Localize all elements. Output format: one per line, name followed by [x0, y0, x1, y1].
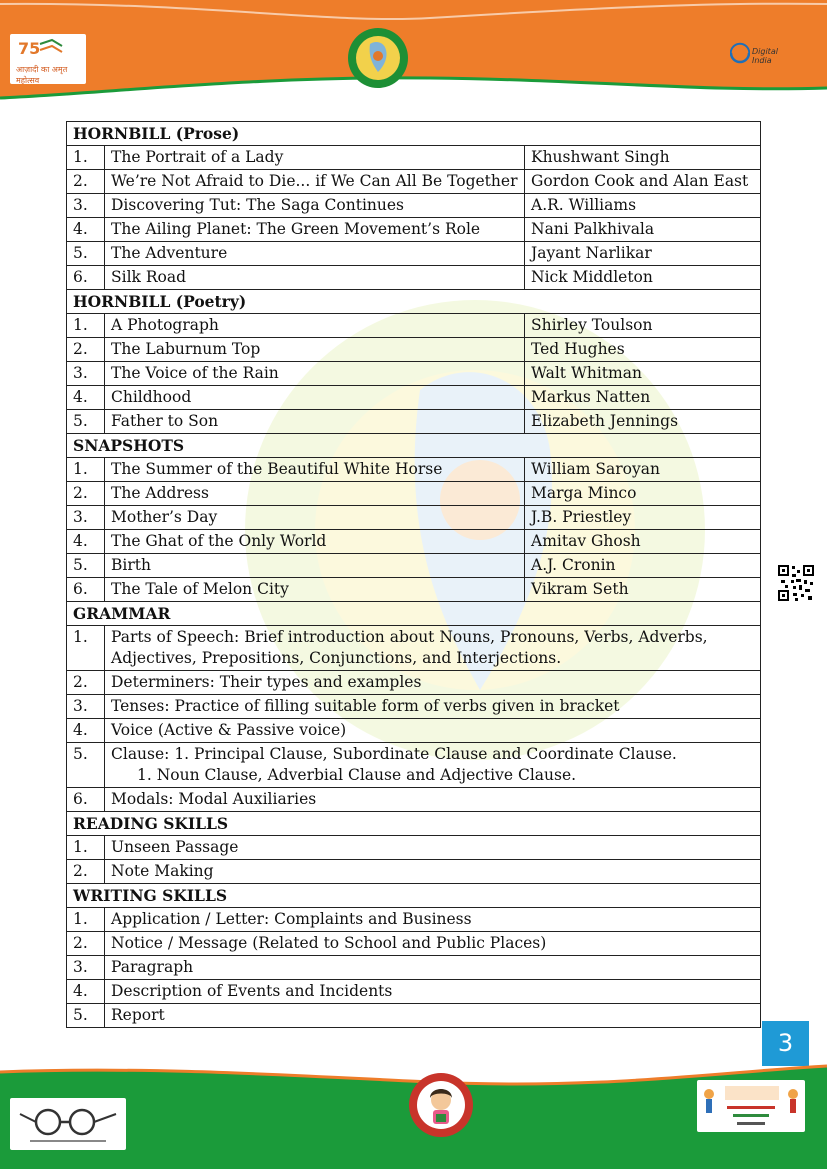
section-heading: HORNBILL (Prose) [67, 122, 761, 146]
author-name: A.R. Williams [525, 194, 761, 218]
row-number: 2. [67, 860, 105, 884]
row-number: 5. [67, 242, 105, 266]
table-row [67, 908, 761, 932]
row-number: 4. [67, 386, 105, 410]
table-row [67, 980, 761, 1004]
section-heading: GRAMMAR [67, 602, 761, 626]
poem-title: Childhood [105, 386, 525, 410]
author-name: Amitav Ghosh [525, 530, 761, 554]
author-name: J.B. Priestley [525, 506, 761, 530]
author-name: Ted Hughes [525, 338, 761, 362]
grammar-topic: Clause: 1. Principal Clause, Subordinate Clause and Coordinate Clause. [111, 745, 677, 763]
row-number: 3. [67, 956, 105, 980]
row-number: 5. [67, 410, 105, 434]
digital-india-logo [730, 38, 800, 70]
table-row [67, 170, 761, 194]
chapter-title: The Ailing Planet: The Green Movement’s Role [105, 218, 525, 242]
swachh-bharat-logo [10, 1098, 126, 1150]
table-row [67, 743, 761, 788]
chapter-title: Birth [105, 554, 525, 578]
author-name: Khushwant Singh [525, 146, 761, 170]
grammar-topic: Determiners: Their types and examples [105, 671, 761, 695]
page-number: 3 [762, 1021, 809, 1066]
row-number: 3. [67, 695, 105, 719]
table-row [67, 530, 761, 554]
section-header-grammar [67, 602, 761, 626]
row-number: 2. [67, 338, 105, 362]
digital-india-text: Digital India [752, 47, 778, 65]
row-number: 3. [67, 506, 105, 530]
grammar-subtopic: 1. Noun Clause, Adverbial Clause and Adjective Clause. [137, 766, 577, 784]
row-number: 1. [67, 314, 105, 338]
section-header-poetry [67, 290, 761, 314]
writing-topic: Report [105, 1004, 761, 1028]
poem-title: The Laburnum Top [105, 338, 525, 362]
table-row [67, 626, 761, 671]
row-number: 5. [67, 1004, 105, 1028]
table-row [67, 410, 761, 434]
author-name: Vikram Seth [525, 578, 761, 602]
chapter-title: The Summer of the Beautiful White Horse [105, 458, 525, 482]
table-row [67, 314, 761, 338]
table-row [67, 860, 761, 884]
row-number: 1. [67, 836, 105, 860]
row-number: 2. [67, 170, 105, 194]
row-number: 5. [67, 554, 105, 578]
row-number: 2. [67, 932, 105, 956]
table-row [67, 362, 761, 386]
table-row [67, 956, 761, 980]
table-row [67, 338, 761, 362]
chapter-title: We’re Not Afraid to Die... if We Can All Be Together [105, 170, 525, 194]
row-number: 6. [67, 266, 105, 290]
author-name: Walt Whitman [525, 362, 761, 386]
writing-topic: Notice / Message (Related to School and Public Places) [105, 932, 761, 956]
table-row [67, 386, 761, 410]
row-number: 3. [67, 194, 105, 218]
table-row [67, 458, 761, 482]
table-row [67, 194, 761, 218]
grammar-topic: Parts of Speech: Brief introduction about Nouns, Pronouns, Verbs, Adverbs, Adjectives, Prepositions, Conjunctions, and Interjections. [105, 626, 761, 671]
writing-topic: Paragraph [105, 956, 761, 980]
table-row [67, 266, 761, 290]
row-number: 1. [67, 626, 105, 671]
author-name: Nick Middleton [525, 266, 761, 290]
row-number: 4. [67, 980, 105, 1004]
syllabus-table [66, 121, 761, 1028]
table-row [67, 506, 761, 530]
kendriya-vidyalaya-emblem [346, 26, 410, 90]
table-row [67, 242, 761, 266]
row-number: 6. [67, 578, 105, 602]
author-name: William Saroyan [525, 458, 761, 482]
svg-text:75: 75 [18, 39, 41, 58]
row-number: 1. [67, 908, 105, 932]
table-row [67, 695, 761, 719]
grammar-topic: Modals: Modal Auxiliaries [105, 788, 761, 812]
section-header-prose [67, 122, 761, 146]
header-band [0, 0, 827, 105]
row-number: 4. [67, 218, 105, 242]
section-header-reading [67, 812, 761, 836]
row-number: 4. [67, 719, 105, 743]
section-heading: WRITING SKILLS [67, 884, 761, 908]
section-header-writing [67, 884, 761, 908]
row-number: 6. [67, 788, 105, 812]
chapter-title: The Adventure [105, 242, 525, 266]
row-number: 3. [67, 362, 105, 386]
author-name: Shirley Toulson [525, 314, 761, 338]
writing-topic: Description of Events and Incidents [105, 980, 761, 1004]
author-name: A.J. Cronin [525, 554, 761, 578]
poem-title: Father to Son [105, 410, 525, 434]
poem-title: A Photograph [105, 314, 525, 338]
row-number: 1. [67, 146, 105, 170]
azadi-logo-text: आज़ादी का अमृत महोत्सव [16, 65, 68, 85]
row-number: 5. [67, 743, 105, 788]
section-heading: HORNBILL (Poetry) [67, 290, 761, 314]
table-row [67, 218, 761, 242]
table-row [67, 932, 761, 956]
azadi-ka-amrit-mahotsav-logo [10, 34, 86, 84]
author-name: Markus Natten [525, 386, 761, 410]
chapter-title: The Address [105, 482, 525, 506]
grammar-topic: Tenses: Practice of filling suitable form of verbs given in bracket [105, 695, 761, 719]
chapter-title: Discovering Tut: The Saga Continues [105, 194, 525, 218]
section-heading: SNAPSHOTS [67, 434, 761, 458]
author-name: Jayant Narlikar [525, 242, 761, 266]
table-row [67, 146, 761, 170]
table-row [67, 836, 761, 860]
chapter-title: Mother’s Day [105, 506, 525, 530]
author-name: Marga Minco [525, 482, 761, 506]
table-row [67, 671, 761, 695]
row-number: 1. [67, 458, 105, 482]
row-number: 4. [67, 530, 105, 554]
section-header-snapshots [67, 434, 761, 458]
writing-topic: Application / Letter: Complaints and Business [105, 908, 761, 932]
table-row [67, 554, 761, 578]
table-row [67, 788, 761, 812]
chapter-title: The Portrait of a Lady [105, 146, 525, 170]
grammar-topic: Voice (Active & Passive voice) [105, 719, 761, 743]
chapter-title: Silk Road [105, 266, 525, 290]
chapter-title: The Ghat of the Only World [105, 530, 525, 554]
shiksha-ka-adhikar-logo [697, 1080, 805, 1132]
beti-bachao-beti-padhao-logo [408, 1072, 474, 1138]
poem-title: The Voice of the Rain [105, 362, 525, 386]
row-number: 2. [67, 671, 105, 695]
reading-topic: Unseen Passage [105, 836, 761, 860]
author-name: Elizabeth Jennings [525, 410, 761, 434]
reading-topic: Note Making [105, 860, 761, 884]
chapter-title: The Tale of Melon City [105, 578, 525, 602]
author-name: Gordon Cook and Alan East [525, 170, 761, 194]
grammar-topic-cell [105, 743, 761, 788]
table-row [67, 1004, 761, 1028]
row-number: 2. [67, 482, 105, 506]
qr-code-icon[interactable] [777, 564, 815, 602]
section-heading: READING SKILLS [67, 812, 761, 836]
author-name: Nani Palkhivala [525, 218, 761, 242]
table-row [67, 482, 761, 506]
table-row [67, 578, 761, 602]
table-row [67, 719, 761, 743]
